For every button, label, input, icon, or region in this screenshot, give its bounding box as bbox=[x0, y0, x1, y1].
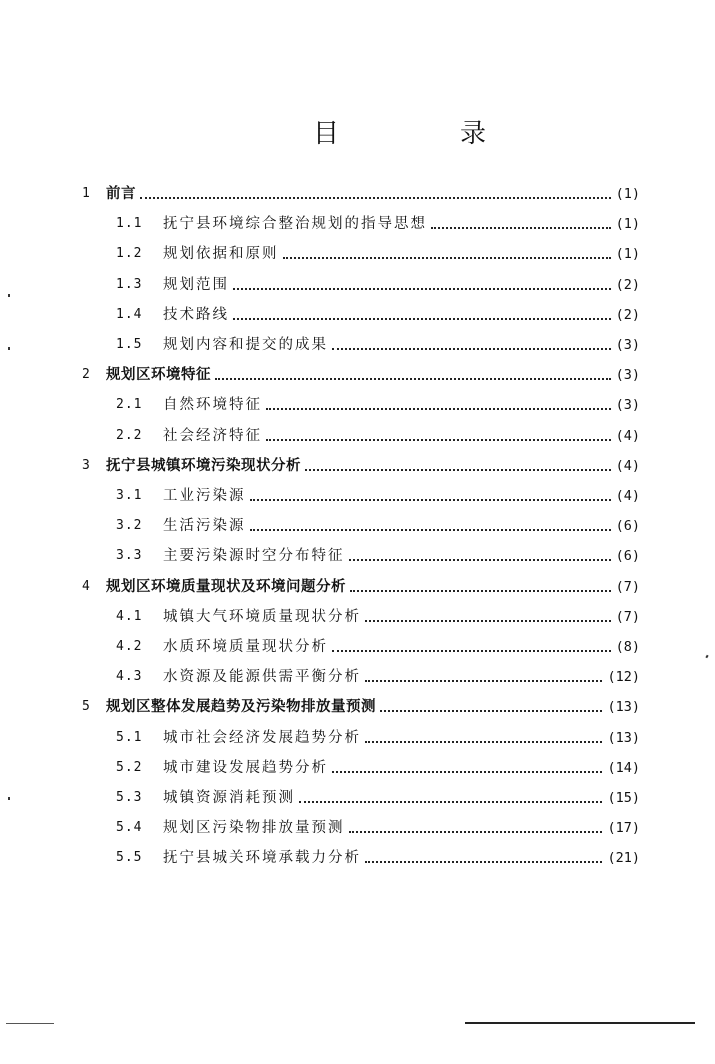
toc-section-row bbox=[0, 273, 715, 297]
toc-leader-dots bbox=[215, 378, 611, 380]
title-char-2: 录 bbox=[460, 119, 487, 149]
toc-section-row bbox=[0, 544, 715, 568]
toc-title: 水质环境质量现状分析 bbox=[163, 639, 328, 655]
toc-chapter-row bbox=[0, 695, 715, 719]
toc-page-number: (12) bbox=[607, 669, 640, 686]
toc-title: 规划内容和提交的成果 bbox=[163, 337, 328, 353]
toc-leader-dots bbox=[349, 831, 602, 833]
toc-page-number: (1) bbox=[615, 246, 640, 263]
toc-number: 5.4 bbox=[116, 820, 143, 836]
toc-number: 4.1 bbox=[116, 608, 143, 624]
toc-number: 1.2 bbox=[116, 246, 143, 262]
scan-speck bbox=[8, 294, 10, 297]
title-char-1: 目 bbox=[313, 119, 340, 149]
toc-number: 1 bbox=[82, 186, 91, 201]
toc-title: 规划范围 bbox=[163, 276, 229, 293]
toc-title: 城市社会经济发展趋势分析 bbox=[163, 729, 361, 746]
toc-title: 规划区环境质量现状及环境问题分析 bbox=[106, 578, 346, 595]
toc-number: 1.5 bbox=[116, 337, 143, 352]
toc-section-row bbox=[0, 756, 715, 780]
toc-leader-dots bbox=[350, 590, 611, 592]
toc-leader-dots bbox=[305, 469, 611, 471]
toc-title: 水资源及能源供需平衡分析 bbox=[163, 669, 361, 686]
toc-chapter-row bbox=[0, 182, 715, 206]
toc-title: 规划区整体发展趋势及污染物排放量预测 bbox=[106, 699, 376, 716]
toc-section-row bbox=[0, 635, 715, 659]
toc-page-number: (15) bbox=[607, 790, 640, 806]
toc-number: 5.5 bbox=[116, 850, 143, 866]
toc-leader-dots bbox=[365, 680, 602, 682]
toc-page-number: (4) bbox=[615, 457, 640, 474]
toc-leader-dots bbox=[332, 650, 611, 652]
toc-page-number: (6) bbox=[615, 548, 640, 565]
toc-section-row bbox=[0, 393, 715, 417]
toc-leader-dots bbox=[266, 439, 611, 441]
toc-title: 生活污染源 bbox=[163, 518, 246, 535]
toc-page-number: (3) bbox=[615, 367, 640, 384]
toc-number: 3.3 bbox=[116, 548, 143, 564]
toc-leader-dots bbox=[283, 257, 611, 259]
toc-section-row bbox=[0, 665, 715, 689]
toc-section-row bbox=[0, 726, 715, 750]
scan-speck bbox=[8, 347, 10, 350]
toc-leader-dots bbox=[299, 801, 602, 803]
toc-number: 2 bbox=[82, 367, 91, 383]
page-title bbox=[0, 118, 715, 158]
toc-title: 城镇大气环境质量现状分析 bbox=[163, 608, 361, 625]
toc-page-number: (8) bbox=[615, 639, 640, 655]
toc-number: 5.1 bbox=[116, 729, 143, 745]
toc-leader-dots bbox=[250, 529, 611, 531]
toc-page-number: (2) bbox=[615, 276, 640, 293]
toc-number: 4 bbox=[82, 578, 91, 594]
toc-title: 工业污染源 bbox=[163, 488, 246, 504]
toc-page-number: (2) bbox=[615, 306, 640, 323]
toc-number: 4.3 bbox=[116, 669, 143, 685]
toc-leader-dots bbox=[250, 499, 611, 501]
toc-title: 规划依据和原则 bbox=[163, 246, 279, 263]
toc-page-number: (14) bbox=[607, 759, 640, 776]
toc-number: 3 bbox=[82, 457, 91, 473]
toc-title: 自然环境特征 bbox=[163, 397, 262, 414]
toc-page-number: (7) bbox=[615, 608, 640, 625]
toc-page-number: (17) bbox=[607, 820, 640, 837]
footer-rule bbox=[465, 1022, 695, 1024]
toc-title: 规划区污染物排放量预测 bbox=[163, 820, 345, 837]
toc-number: 5.2 bbox=[116, 759, 143, 775]
toc-title: 技术路线 bbox=[163, 306, 229, 323]
toc-number: 3.2 bbox=[116, 518, 143, 534]
toc-number: 2.2 bbox=[116, 427, 143, 443]
toc-leader-dots bbox=[365, 741, 602, 743]
toc-section-row bbox=[0, 303, 715, 327]
toc-chapter-row bbox=[0, 575, 715, 599]
toc-title: 城镇资源消耗预测 bbox=[163, 790, 295, 806]
toc-number: 1.4 bbox=[116, 306, 143, 322]
toc-number: 4.2 bbox=[116, 639, 143, 654]
toc-leader-dots bbox=[233, 318, 611, 320]
toc-leader-dots bbox=[332, 348, 611, 350]
toc-number: 5.3 bbox=[116, 790, 143, 805]
toc-section-row bbox=[0, 212, 715, 236]
toc-chapter-row bbox=[0, 454, 715, 478]
toc-number: 3.1 bbox=[116, 488, 143, 503]
toc-page-number: (3) bbox=[615, 337, 640, 353]
toc-page-number: (4) bbox=[615, 427, 640, 444]
toc-title: 抚宁县环境综合整治规划的指导思想 bbox=[163, 216, 427, 233]
toc-title: 抚宁县城关环境承载力分析 bbox=[163, 850, 361, 867]
toc-title: 城市建设发展趋势分析 bbox=[163, 759, 328, 776]
toc-leader-dots bbox=[140, 197, 611, 199]
toc-number: 1.3 bbox=[116, 276, 143, 292]
toc-leader-dots bbox=[365, 620, 611, 622]
toc-page-number: (6) bbox=[615, 518, 640, 535]
toc-section-row bbox=[0, 333, 715, 357]
toc-number: 1.1 bbox=[116, 216, 143, 232]
toc-number: 2.1 bbox=[116, 397, 143, 413]
toc-section-row bbox=[0, 484, 715, 508]
toc-page-number: (13) bbox=[607, 699, 640, 716]
footer-rule-left bbox=[6, 1023, 54, 1024]
toc-leader-dots bbox=[266, 408, 611, 410]
toc-leader-dots bbox=[233, 288, 611, 290]
toc-section-row bbox=[0, 786, 715, 810]
toc-title: 社会经济特征 bbox=[163, 427, 262, 444]
toc-leader-dots bbox=[380, 710, 602, 712]
toc-section-row bbox=[0, 424, 715, 448]
toc-page-number: (21) bbox=[607, 850, 640, 867]
toc-section-row bbox=[0, 816, 715, 840]
toc-title: 前言 bbox=[106, 186, 136, 202]
toc-page-number: (4) bbox=[615, 488, 640, 504]
toc-section-row bbox=[0, 605, 715, 629]
toc-leader-dots bbox=[332, 771, 602, 773]
toc-page-number: (1) bbox=[615, 216, 640, 233]
toc-section-row bbox=[0, 846, 715, 870]
toc-chapter-row bbox=[0, 363, 715, 387]
toc-title: 抚宁县城镇环境污染现状分析 bbox=[106, 457, 301, 474]
toc-leader-dots bbox=[365, 861, 602, 863]
toc-page-number: (3) bbox=[615, 397, 640, 414]
toc-title: 主要污染源时空分布特征 bbox=[163, 548, 345, 565]
scan-speck bbox=[8, 797, 10, 800]
toc-section-row bbox=[0, 514, 715, 538]
toc-number: 5 bbox=[82, 699, 91, 715]
toc-page-number: (13) bbox=[607, 729, 640, 746]
toc-leader-dots bbox=[431, 227, 611, 229]
toc-page-number: (1) bbox=[615, 186, 640, 202]
toc-section-row bbox=[0, 242, 715, 266]
toc-page-number: (7) bbox=[615, 578, 640, 595]
toc-title: 规划区环境特征 bbox=[106, 367, 211, 384]
toc-leader-dots bbox=[349, 559, 611, 561]
